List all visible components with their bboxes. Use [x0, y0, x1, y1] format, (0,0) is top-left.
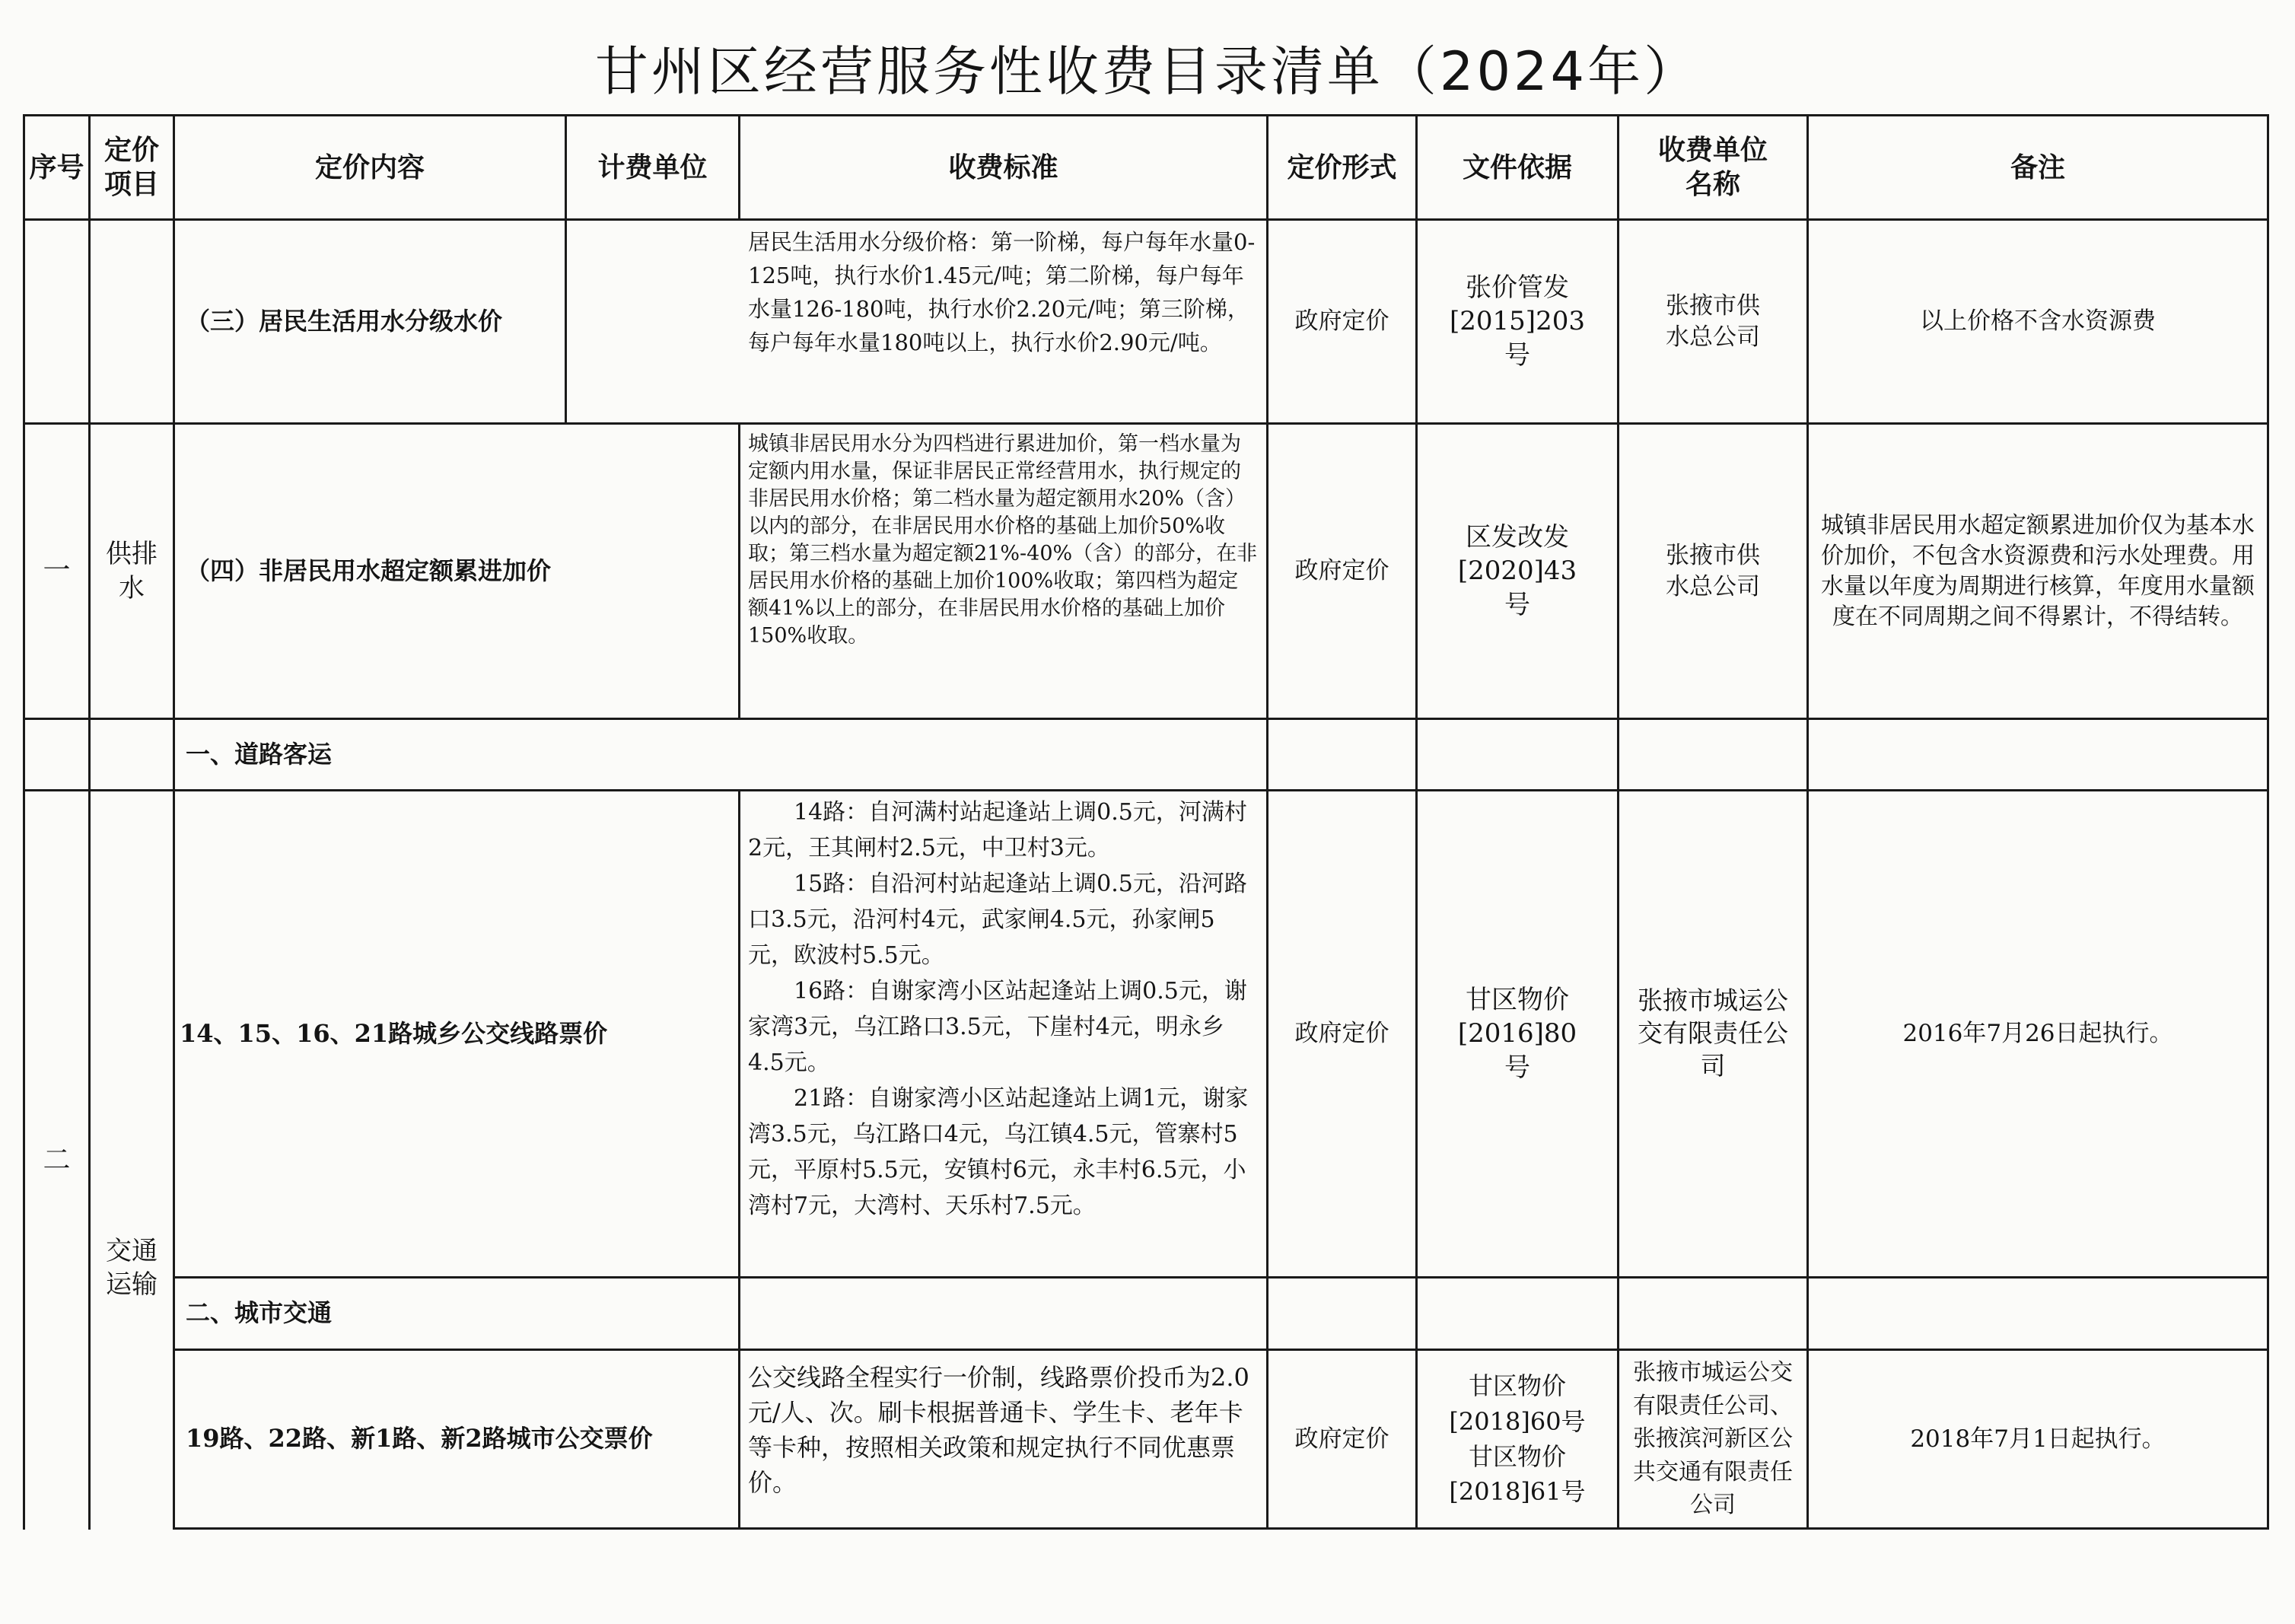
row3-payee: 张掖市城运公交有限责任公司: [1638, 986, 1788, 1081]
row4-form: 政府定价: [1294, 1425, 1389, 1453]
row1-content: （三）居民生活用水分级水价: [186, 306, 503, 336]
header-payee: 收费单位名称: [1657, 135, 1768, 200]
route-15-fare: 15路：自沿河村站起逢站上调0.5元，沿河路口3.5元，沿河村4元，武家闸4.5元，孙家闸5元，欧波村5.5元。: [748, 871, 1247, 969]
header-unit: 计费单位: [597, 151, 708, 183]
row4-remark: 2018年7月1日起执行。: [1910, 1425, 2166, 1453]
section-urban-transport: 二、城市交通: [186, 1298, 333, 1328]
fee-table: [23, 114, 2269, 1530]
row2-remark: 城镇非居民用水超定额累进加价仅为基本水价加价，不包含水资源费和污水处理费。用水量以年度为周期进行核算，年度用水量额度在不同周期之间不得累计，不得结转。: [1821, 511, 2255, 630]
row1-basis: 张价管发[2015]203号: [1450, 272, 1585, 371]
page-title: 甘州区经营服务性收费目录清单（2024年）: [594, 40, 1701, 103]
row3-standard: [740, 791, 1266, 1276]
header-standard: 收费标准: [948, 151, 1058, 183]
header-content: 定价内容: [314, 151, 425, 183]
row2-content: （四）非居民用水超定额累进加价: [186, 556, 552, 585]
row4-basis: 甘区物价[2018]60号 甘区物价[2018]61号: [1449, 1371, 1586, 1507]
row2-basis: 区发改发[2020]43号: [1457, 522, 1577, 620]
route-16-fare: 16路：自谢家湾小区站起逢站上调0.5元，谢家湾3元，乌江路口3.5元，下崖村4元，明永乡4.5元。: [748, 978, 1247, 1076]
header-item: 定价项目: [103, 135, 159, 200]
group1-seq: 一: [43, 555, 71, 587]
row2-standard: 城镇非居民用水分为四档进行累进加价，第一档水量为定额内用水量，保证非居民正常经营用水，执行规定的非居民用水价格；第二档水量为超定额用水20%（含）以内的部分，在非居民用水价格的基础上加价50%收取；第三档水量为超定额21%-40%（含）的部分，在非居民用水价格的基础上加价100%收取；第四档为超定额41%以上的部分，在非居民用水价格的基础上加价150%收取。: [748, 432, 1258, 648]
row1-payee: 张掖市供水总公司: [1666, 292, 1760, 351]
row3-basis: 甘区物价[2016]80号: [1457, 985, 1577, 1083]
section-road-transport: 一、道路客运: [186, 739, 333, 769]
row2-form: 政府定价: [1294, 557, 1389, 585]
row2-payee: 张掖市供水总公司: [1666, 542, 1760, 600]
row1-remark: 以上价格不含水资源费: [1920, 307, 2156, 336]
route-14-fare: 14路：自河满村站起逢站上调0.5元，河满村2元，王其闸村2.5元，中卫村3元。: [748, 799, 1247, 861]
row1-form: 政府定价: [1294, 307, 1389, 336]
header-form: 定价形式: [1287, 151, 1397, 183]
row4-standard: 公交线路全程实行一价制，线路票价投币为2.0元/人、次。刷卡根据普通卡、学生卡、老年卡等卡种，按照相关政策和规定执行不同优惠票价。: [748, 1363, 1249, 1497]
group2-item: 交通运输: [106, 1235, 158, 1300]
row4-payee: 张掖市城运公交有限责任公司、张掖滨河新区公共交通有限责任公司: [1633, 1359, 1793, 1519]
row3-form: 政府定价: [1294, 1020, 1389, 1048]
header-basis: 文件依据: [1462, 151, 1572, 183]
group2-seq: 二: [43, 1144, 71, 1176]
route-21-fare: 21路：自谢家湾小区站起逢站上调1元，谢家湾3.5元，乌江路口4元，乌江镇4.5元，管寨村5元，平原村5.5元，安镇村6元，永丰村6.5元，小湾村7元，大湾村、天乐村7.5元。: [748, 1085, 1249, 1219]
header-remark: 备注: [2010, 151, 2065, 183]
group1-item: 供排水: [106, 539, 158, 603]
header-seq: 序号: [29, 151, 84, 183]
row3-remark: 2016年7月26日起执行。: [1902, 1020, 2173, 1048]
row1-standard: 居民生活用水分级价格：第一阶梯，每户每年水量0-125吨，执行水价1.45元/吨；第二阶梯，每户每年水量126-180吨，执行水价2.20元/吨；第三阶梯，每户每年水量180吨以上，执行水价2.90元/吨。: [748, 229, 1256, 355]
row4-content: 19路、22路、新1路、新2路城市公交票价: [186, 1424, 653, 1454]
row3-content: 14、15、16、21路城乡公交线路票价: [180, 1018, 608, 1048]
